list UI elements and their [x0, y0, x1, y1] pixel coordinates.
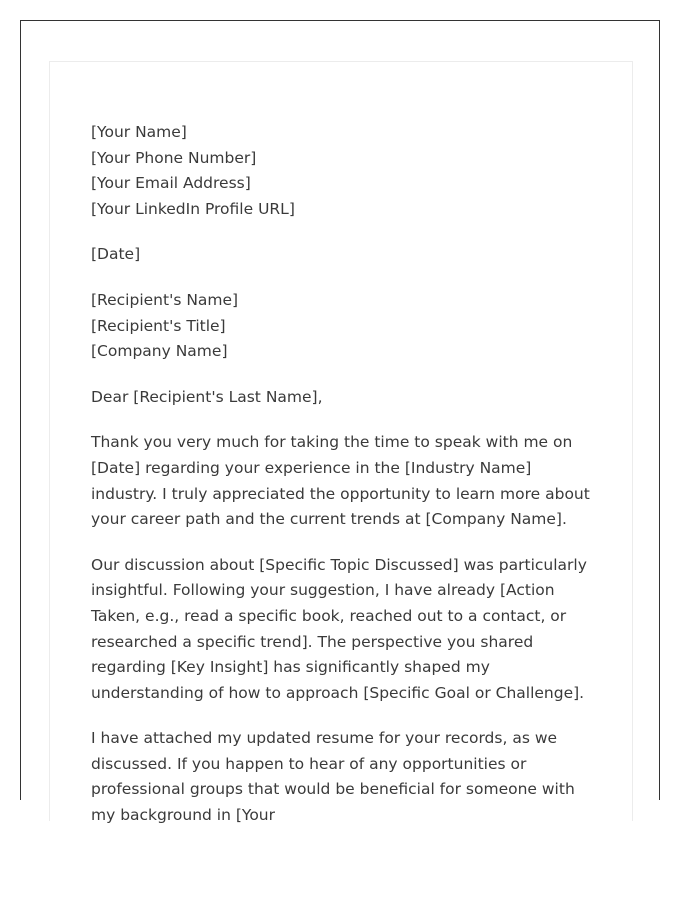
sender-phone: [Your Phone Number]	[91, 148, 257, 167]
paragraph-discussion: Our discussion about [Specific Topic Discussed] was particularly insightful. Following your suggestion, I have already [Action Taken, e.g., read a specific book, reached out to a contact, or researched a specific trend]. The perspective you shared regarding [Key Insight] has significantly shaped my understanding of how to approach [Specific Goal or Challenge].	[91, 555, 587, 702]
salutation-block	[91, 385, 601, 411]
recipient-block	[91, 288, 601, 365]
date-block	[91, 242, 601, 268]
recipient-company: [Company Name]	[91, 342, 228, 361]
sender-email: [Your Email Address]	[91, 174, 251, 193]
paragraph-thank-you: Thank you very much for taking the time to speak with me on [Date] regarding your experience in the [Industry Name] industry. I truly appreciated the opportunity to learn more about your career path and the current trends at [Company Name].	[91, 433, 590, 529]
letter-page	[49, 61, 633, 825]
sender-name: [Your Name]	[91, 123, 187, 141]
recipient-title: [Recipient's Title]	[91, 316, 226, 335]
sender-linkedin: [Your LinkedIn Profile URL]	[91, 199, 295, 218]
sender-block	[91, 120, 601, 222]
recipient-name: [Recipient's Name]	[91, 290, 239, 309]
letter-body	[91, 120, 601, 849]
salutation: Dear [Recipient's Last Name],	[91, 387, 323, 406]
paragraph-resume: I have attached my updated resume for your records, as we discussed. If you happen to hear of any opportunities or professional groups that would be beneficial for someone with my background in [Your	[91, 729, 575, 825]
document-frame	[20, 20, 660, 825]
letter-date: [Date]	[91, 245, 141, 264]
